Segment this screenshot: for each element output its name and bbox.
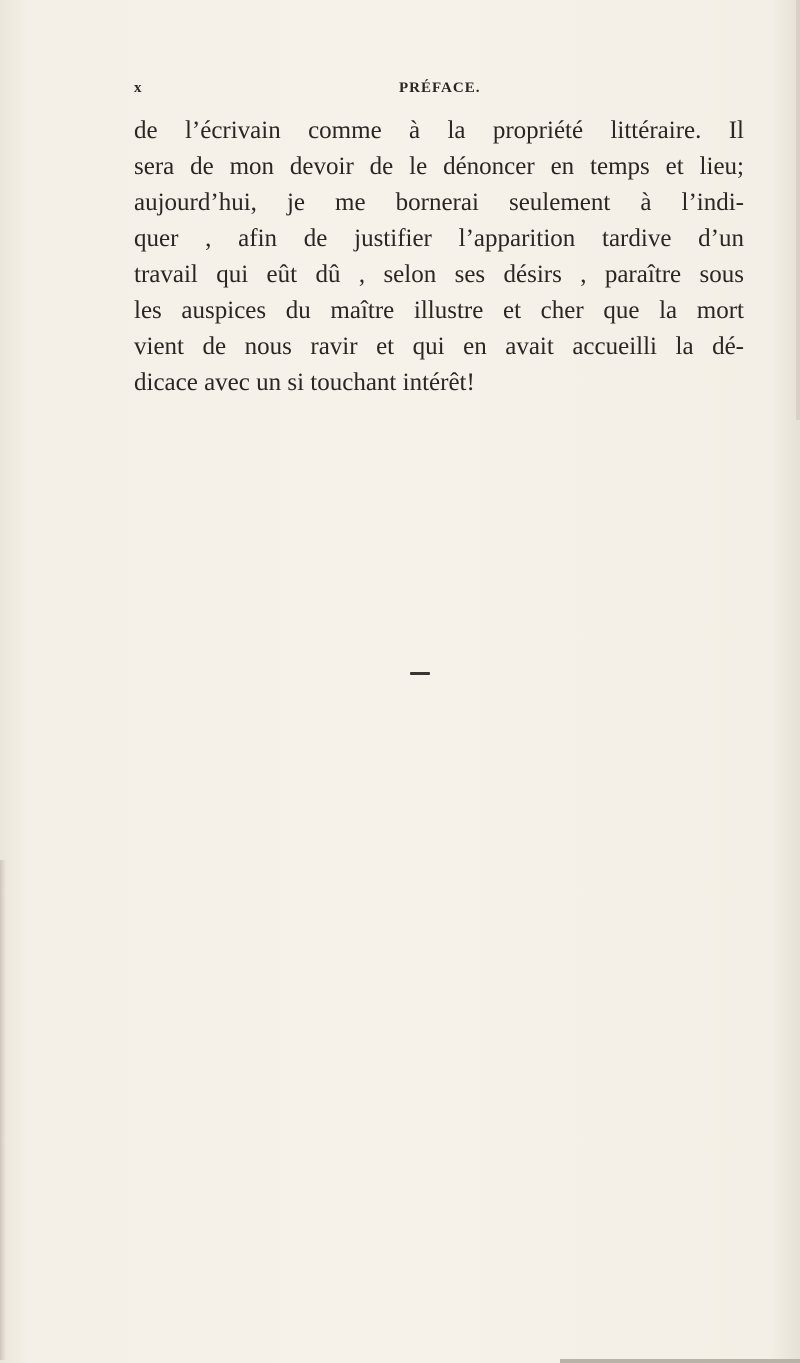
page-edge-left bbox=[0, 860, 6, 1360]
page-bottom-shadow bbox=[560, 1359, 800, 1363]
text-line: dicace avec un si touchant intérêt! bbox=[134, 369, 475, 396]
preface-paragraph bbox=[134, 113, 744, 401]
text-line: vient de nous ravir et qui en avait accueilli la dé- bbox=[134, 333, 744, 360]
section-end-rule bbox=[410, 672, 430, 675]
running-title: PRÉFACE. bbox=[399, 80, 481, 96]
text-line: aujourd’hui, je me bornerai seulement à l’indi- bbox=[134, 189, 744, 216]
page-number: x bbox=[134, 80, 143, 96]
text-line: travail qui eût dû , selon ses désirs , paraître sous bbox=[134, 261, 744, 288]
text-line: sera de mon devoir de le dénoncer en temps et lieu; bbox=[134, 153, 744, 180]
text-line: quer , afin de justifier l’apparition tardive d’un bbox=[134, 225, 744, 252]
text-line: de l’écrivain comme à la propriété littéraire. Il bbox=[134, 117, 744, 144]
page-edge-right bbox=[796, 0, 800, 420]
running-header bbox=[134, 80, 734, 104]
text-line: les auspices du maître illustre et cher que la mort bbox=[134, 297, 744, 324]
